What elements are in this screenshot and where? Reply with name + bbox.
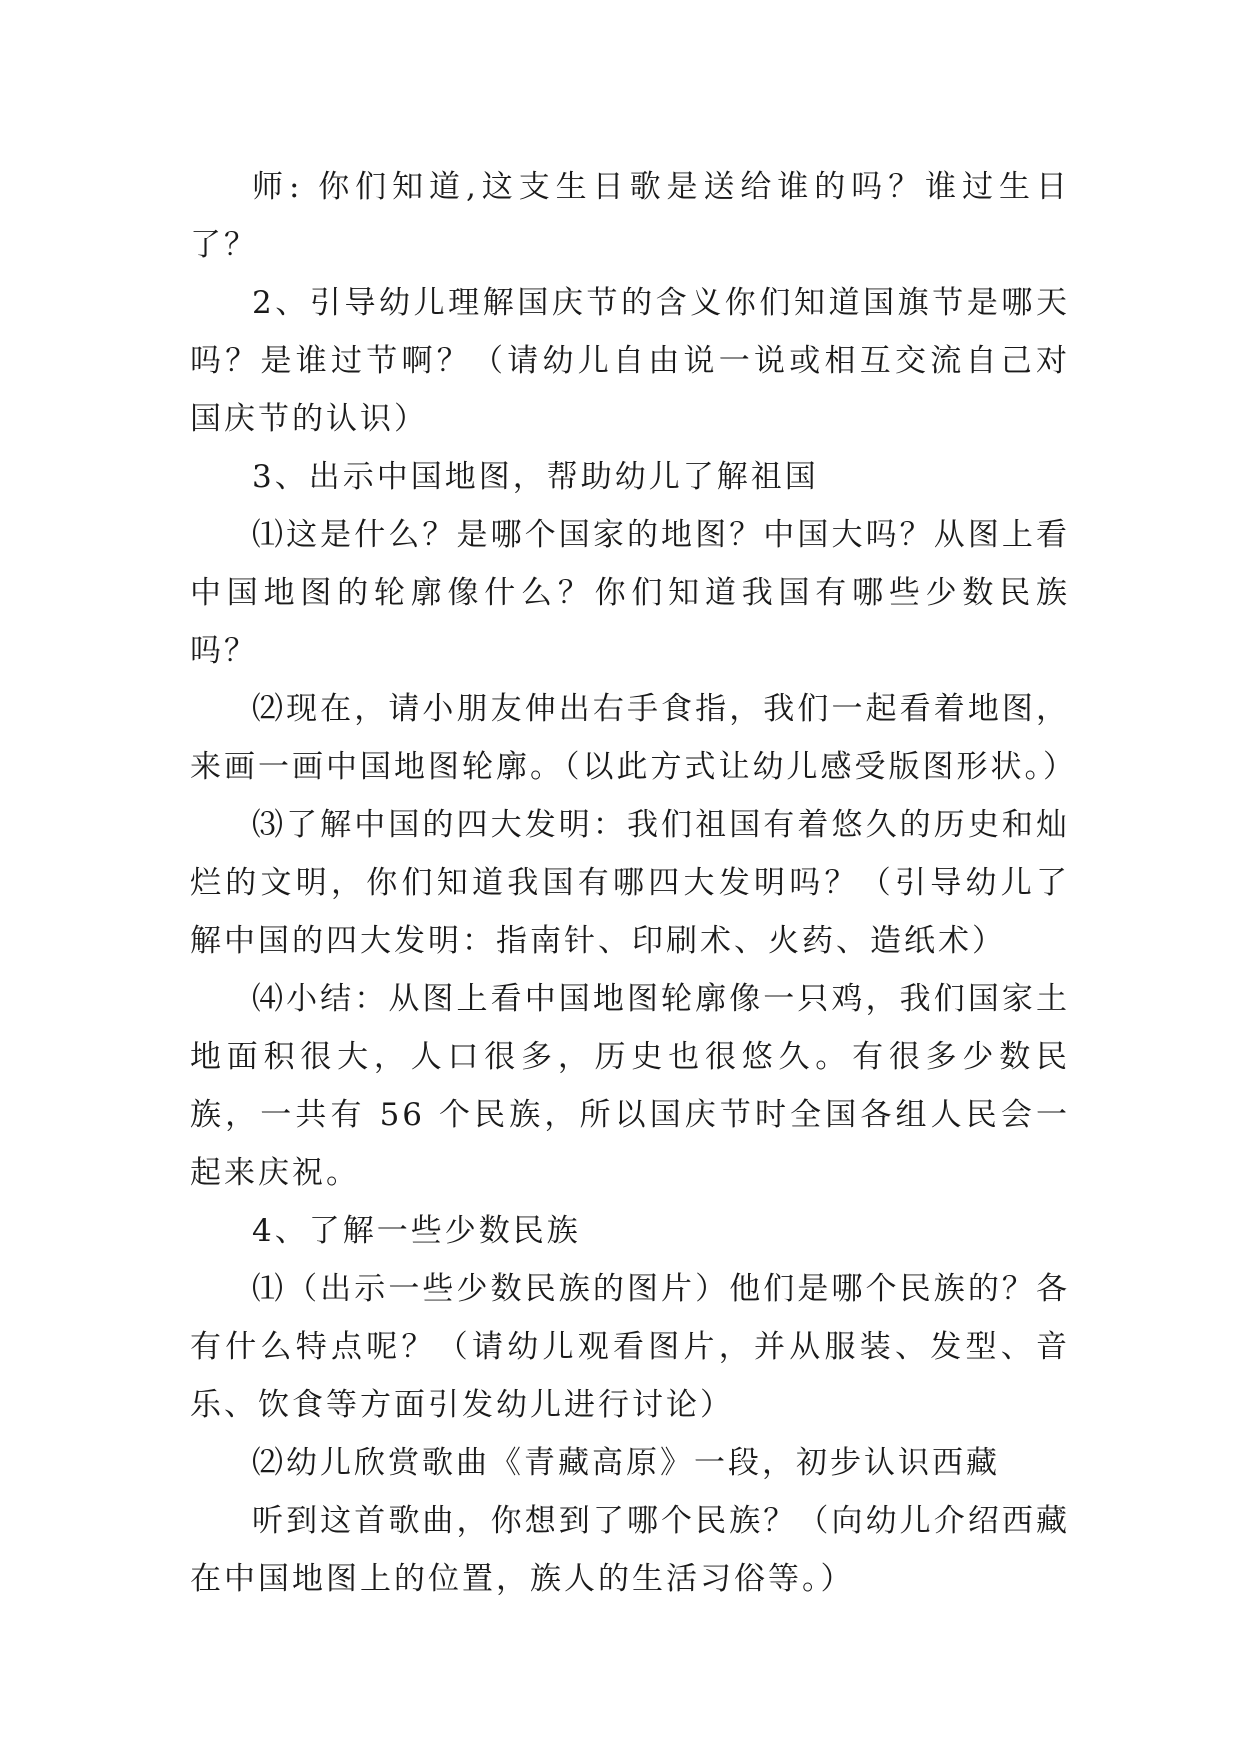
section-4-heading: 4、了解一些少数民族 xyxy=(252,1213,581,1249)
paragraph-4-2: ⑵幼儿欣赏歌曲《青藏高原》一段，初步认识西藏 xyxy=(252,1445,1000,1481)
paragraph-4-2-detail: 听到这首歌曲，你想到了哪个民族？（向幼儿介绍西藏在中国地图上的位置，族人的生活习俗等。） xyxy=(190,1503,1070,1597)
paragraph-3-1: ⑴这是什么？是哪个国家的地图？中国大吗？从图上看中国地图的轮廓像什么？你们知道我国有哪些少数民族吗？ xyxy=(190,517,1070,669)
paragraph-4-1: ⑴（出示一些少数民族的图片）他们是哪个民族的？各有什么特点呢？（请幼儿观看图片，并从服装、发型、音乐、饮食等方面引发幼儿进行讨论） xyxy=(190,1271,1070,1423)
section-2-heading: 2、引导幼儿理解国庆节的含义你们知道国旗节是哪天吗？是谁过节啊？（请幼儿自由说一说或相互交流自己对国庆节的认识） xyxy=(190,285,1070,437)
paragraph-3-3: ⑶了解中国的四大发明：我们祖国有着悠久的历史和灿烂的文明，你们知道我国有哪四大发明吗？（引导幼儿了解中国的四大发明：指南针、印刷术、火药、造纸术） xyxy=(190,807,1070,959)
section-3-heading: 3、出示中国地图，帮助幼儿了解祖国 xyxy=(252,459,819,495)
paragraph-teacher-question: 师: 你们知道,这支生日歌是送给谁的吗？谁过生日了？ xyxy=(190,169,1070,263)
paragraph-3-4: ⑷小结：从图上看中国地图轮廓像一只鸡，我们国家土地面积很大，人口很多，历史也很悠久。有很多少数民族，一共有 56 个民族，所以国庆节时全国各组人民会一起来庆祝。 xyxy=(190,981,1070,1191)
document-body xyxy=(190,158,1077,1608)
paragraph-3-2: ⑵现在，请小朋友伸出右手食指，我们一起看着地图，来画一画中国地图轮廓。（以此方式让幼儿感受版图形状。） xyxy=(190,691,1077,785)
